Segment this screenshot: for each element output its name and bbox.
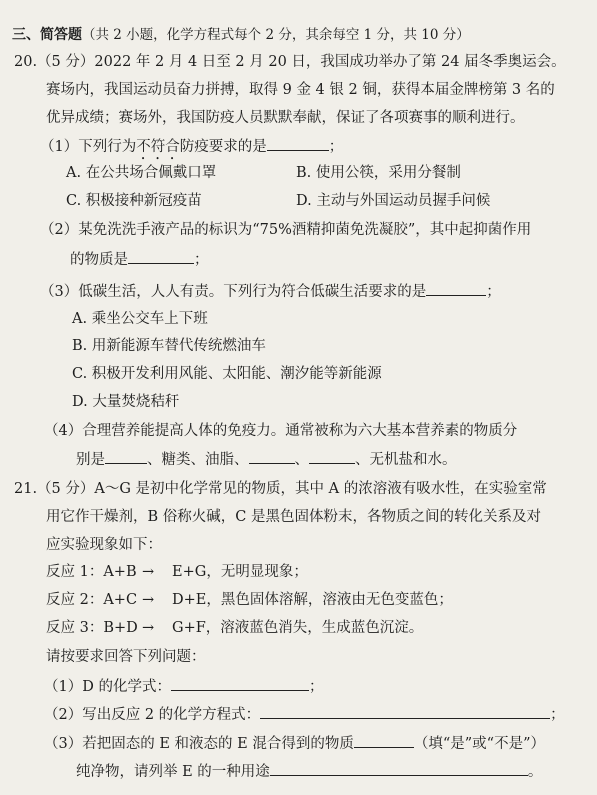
q20-part-3: （3）低碳生活，人人有责。下列行为符合低碳生活要求的是 ； [40, 281, 501, 302]
arrow-icon: → [142, 620, 155, 636]
section-note: （共 2 小题，化学方程式每个 2 分，其余每空 1 分，共 10 分） [82, 27, 470, 43]
q20-option-d: D. 主动与外国运动员握手问候 [296, 193, 491, 209]
reaction-1: 反应 1：A+B → E+G，无明显现象； [46, 564, 308, 580]
q20-option-c: C. 积极接种新冠疫苗 [66, 193, 202, 209]
q21-stem-line-3: 应实验现象如下： [46, 537, 162, 553]
q20-part-2-line-1: （2）某免洗洗手液产品的标识为“75%酒精抑菌免洗凝胶”，其中起抑菌作用 [40, 222, 532, 238]
q21-part-3-line-2: 纯净物，请列举 E 的一种用途 。 [76, 761, 542, 782]
answer-blank-21-3a[interactable] [354, 733, 414, 748]
q20-part-1: （1）下列行为不符合防疫要求的是 ； [40, 136, 343, 163]
reaction-3: 反应 3：B+D → G+F，溶液蓝色消失，生成蓝色沉淀。 [46, 620, 424, 636]
q21-part-2: （2）写出反应 2 的化学方程式： ； [44, 704, 565, 725]
answer-blank-21-2[interactable] [260, 704, 550, 719]
answer-blank-20-4c[interactable] [309, 449, 355, 464]
q20-stem-line-3: 优异成绩；赛场外，我国防疫人员默默奉献，保证了各项赛事的顺利进行。 [46, 110, 525, 126]
q21-part-3-line-1: （3）若把固态的 E 和液态的 E 混合得到的物质 （填“是”或“不是”） [44, 733, 545, 754]
q20-part-2-line-2: 的物质是 ； [70, 249, 209, 270]
section-header [12, 25, 470, 45]
q20-part-4-line-2: 别是 、糖类、油脂、 、 、无机盐和水。 [76, 449, 457, 470]
answer-blank-20-1[interactable] [267, 136, 329, 151]
q21-prompt: 请按要求回答下列问题： [46, 649, 206, 665]
q20-stem-line-2: 赛场内，我国运动员奋力拼搏，取得 9 金 4 银 2 铜，获得本届金牌榜第 3 名的 [46, 82, 555, 98]
arrow-icon: → [142, 564, 155, 580]
q21-stem-line-2: 用它作干燥剂，B 俗称火碱，C 是黑色固体粉末，各物质之间的转化关系及对 [46, 509, 541, 525]
q20-3-option-b: B. 用新能源车替代传统燃油车 [72, 338, 266, 354]
q20-3-option-d: D. 大量焚烧秸秆 [72, 394, 180, 410]
answer-blank-21-3b[interactable] [270, 761, 528, 776]
q20-option-a: A. 在公共场合佩戴口罩 [66, 165, 217, 181]
emphasis-not-comply: 不符合 [136, 139, 180, 155]
q20-3-option-c: C. 积极开发利用风能、太阳能、潮汐能等新能源 [72, 366, 382, 382]
q21-part-1: （1）D 的化学式： ； [44, 676, 323, 697]
arrow-icon: → [142, 592, 155, 608]
q21-stem-line-1: 21.（5 分）A～G 是初中化学常见的物质，其中 A 的浓溶液有吸水性，在实验室常 [14, 481, 547, 497]
section-title: 三、简答题 [12, 27, 82, 43]
answer-blank-20-4b[interactable] [249, 449, 295, 464]
answer-blank-21-1[interactable] [171, 676, 309, 691]
q20-stem-line-1: 20.（5 分）2022 年 2 月 4 日至 2 月 20 日，我国成功举办了第 24 届冬季奥运会。 [14, 54, 566, 70]
reaction-2: 反应 2：A+C → D+E，黑色固体溶解，溶液由无色变蓝色； [46, 592, 453, 608]
q20-3-option-a: A. 乘坐公交车上下班 [72, 311, 208, 327]
answer-blank-20-3[interactable] [426, 281, 486, 296]
q20-part-4-line-1: （4）合理营养能提高人体的免疫力。通常被称为六大基本营养素的物质分 [44, 423, 518, 439]
answer-blank-20-4a[interactable] [105, 449, 147, 464]
answer-blank-20-2[interactable] [128, 249, 194, 264]
q20-option-b: B. 使用公筷，采用分餐制 [296, 165, 461, 181]
